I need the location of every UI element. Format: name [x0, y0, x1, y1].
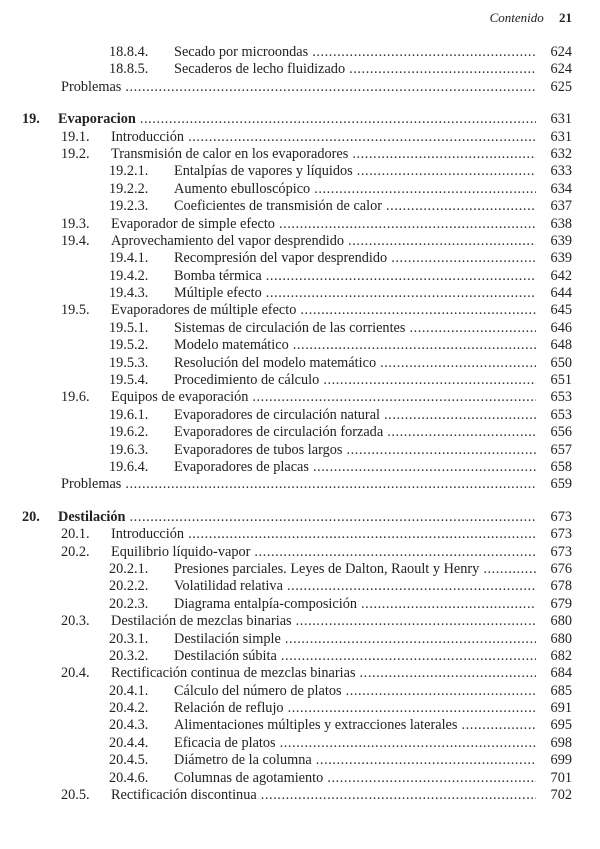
dot-leader	[287, 578, 536, 595]
toc-entry-number: 20.4.6.	[109, 769, 149, 786]
toc-entry-title: Modelo matemático	[174, 337, 289, 354]
toc-entry	[0, 648, 600, 665]
toc-entry-page: 691	[550, 700, 572, 717]
dot-leader	[461, 717, 536, 734]
toc-entry-number: 19.2.	[61, 145, 90, 162]
toc-entry	[0, 198, 600, 215]
toc-entry	[0, 250, 600, 267]
toc-entry-page: 653	[550, 406, 572, 423]
toc-entry	[0, 285, 600, 302]
toc-entry-page: 650	[550, 354, 572, 371]
dot-leader	[313, 459, 536, 476]
toc-entry-title: Evaporadores de placas	[174, 458, 309, 475]
toc-entry-title: Alimentaciones múltiples y extracciones laterales	[174, 717, 458, 734]
toc-entry	[0, 163, 600, 180]
toc-entry-page: 680	[550, 630, 572, 647]
dot-leader	[483, 561, 536, 578]
toc-entry	[0, 389, 600, 406]
toc-entry-title: Evaporadores de tubos largos	[174, 441, 343, 458]
toc-entry-page: 659	[550, 476, 572, 493]
toc-entry-page: 673	[550, 508, 572, 525]
toc-entry-number: 20.2.1.	[109, 560, 149, 577]
toc-entry-title: Múltiple efecto	[174, 285, 262, 302]
toc-entry-number: 20.4.	[61, 665, 90, 682]
toc-entry-title: Procedimiento de cálculo	[174, 372, 320, 389]
dot-leader	[312, 44, 536, 61]
toc-entry-number: 20.4.5.	[109, 752, 149, 769]
toc-entry-title: Rectificación discontinua	[111, 787, 257, 804]
dot-leader	[266, 285, 536, 302]
dot-leader	[140, 111, 536, 128]
toc-entry-number: 20.	[22, 508, 40, 525]
toc-entry-page: 632	[550, 145, 572, 162]
toc-entry	[0, 320, 600, 337]
toc-entry-number: 19.5.3.	[109, 354, 149, 371]
toc-entry	[0, 596, 600, 613]
toc-entry-title: Recompresión del vapor desprendido	[174, 250, 388, 267]
toc-entry-page: 638	[550, 215, 572, 232]
toc-entry-page: 644	[550, 285, 572, 302]
toc-entry-number: 19.5.2.	[109, 337, 149, 354]
toc-entry-title: Secado por microondas	[174, 44, 309, 60]
dot-leader	[125, 476, 536, 493]
dot-leader	[348, 233, 536, 250]
toc-entry-title: Aprovechamiento del vapor desprendido	[111, 232, 345, 249]
toc-entry	[0, 424, 600, 441]
toc-entry-number: 19.2.1.	[109, 163, 149, 180]
dot-leader	[300, 302, 536, 319]
page-number: 21	[559, 10, 572, 25]
toc-entry-page: 678	[550, 578, 572, 595]
toc-entry	[0, 787, 600, 804]
toc-entry-page: 698	[550, 734, 572, 751]
toc-entry-number: 20.4.1.	[109, 682, 149, 699]
toc-entry-page: 680	[550, 613, 572, 630]
toc-entry	[0, 459, 600, 476]
toc-entry-number: 19.	[22, 111, 40, 128]
toc-entry	[0, 407, 600, 424]
toc-entry	[0, 631, 600, 648]
toc-entry	[0, 683, 600, 700]
dot-leader	[316, 752, 536, 769]
toc-entry-title: Rectificación continua de mezclas binarias	[111, 665, 356, 682]
dot-leader	[327, 770, 536, 787]
toc-entry	[0, 355, 600, 372]
toc-entry-page: 639	[550, 232, 572, 249]
toc-entry-page: 679	[550, 595, 572, 612]
dot-leader	[130, 509, 536, 526]
toc-entry-number: 19.2.2.	[109, 180, 149, 197]
toc-entry-number: 20.2.2.	[109, 578, 149, 595]
dot-leader	[360, 665, 536, 682]
dot-leader	[384, 407, 536, 424]
dot-leader	[252, 389, 536, 406]
toc-entry-page: 685	[550, 682, 572, 699]
toc-entry-page: 633	[550, 163, 572, 180]
toc-entry	[0, 268, 600, 285]
dot-leader	[280, 735, 536, 752]
toc-entry-title: Destilación súbita	[174, 647, 277, 664]
toc-entry	[0, 665, 600, 682]
toc-entry	[0, 233, 600, 250]
dot-leader	[361, 596, 536, 613]
toc-entry-title: Problemas	[61, 78, 122, 95]
toc-entry-page: 637	[550, 198, 572, 215]
toc-entry-page: 648	[550, 337, 572, 354]
toc-entry	[0, 372, 600, 389]
toc-entry-title: Coeficientes de transmisión de calor	[174, 198, 383, 215]
toc-entry-number: 19.2.3.	[109, 198, 149, 215]
toc-entry	[0, 181, 600, 198]
toc-entry	[0, 770, 600, 787]
toc-entry-number: 19.5.1.	[109, 319, 149, 336]
toc-entry-number: 19.5.4.	[109, 372, 149, 389]
toc-entry-title: Diagrama entalpía-composición	[174, 595, 358, 612]
running-head-title: Contenido	[489, 10, 544, 25]
toc-entry-title: Cálculo del número de platos	[174, 682, 342, 699]
toc-entry-title: Destilación	[58, 508, 126, 525]
toc-entry-number: 19.3.	[61, 215, 90, 232]
dot-leader	[386, 198, 536, 215]
toc-entry	[0, 561, 600, 578]
toc-entry-title: Evaporadores de circulación natural	[174, 406, 381, 423]
toc-entry	[0, 146, 600, 163]
toc-entry-number: 19.6.1.	[109, 406, 149, 423]
toc-entry-number: 18.8.4.	[109, 44, 149, 60]
toc-entry-number: 20.4.4.	[109, 734, 149, 751]
toc-entry-page: 682	[550, 647, 572, 664]
toc-entry-page: 702	[550, 787, 572, 804]
toc-entry-number: 19.4.3.	[109, 285, 149, 302]
toc-entry-number: 18.8.5.	[109, 61, 149, 78]
toc-entry-page: 639	[550, 250, 572, 267]
toc-entry-page: 673	[550, 526, 572, 543]
dot-leader	[261, 787, 536, 804]
toc-entry-number: 19.6.2.	[109, 424, 149, 441]
toc-entry-number: 20.2.	[61, 543, 90, 560]
dot-leader	[387, 424, 536, 441]
toc-entry-title: Relación de reflujo	[174, 700, 284, 717]
toc-entry-page: 699	[550, 752, 572, 769]
toc-entry-page: 684	[550, 665, 572, 682]
toc-entry-title: Destilación de mezclas binarias	[111, 613, 292, 630]
dot-leader	[254, 544, 536, 561]
toc-entry	[0, 752, 600, 769]
toc-entry-title: Problemas	[61, 476, 122, 493]
toc-entry-title: Sistemas de circulación de las corrientes	[174, 319, 406, 336]
toc-entry-number: 19.4.1.	[109, 250, 149, 267]
toc-entry	[0, 544, 600, 561]
toc-entry-page: 695	[550, 717, 572, 734]
toc-entry-page: 653	[550, 389, 572, 406]
toc-entry-page: 631	[550, 111, 572, 128]
toc-entry-page: 634	[550, 180, 572, 197]
toc-entry-page: 625	[550, 78, 572, 95]
toc-entry	[0, 613, 600, 630]
toc-entry-number: 20.1.	[61, 526, 90, 543]
toc-entry-page: 645	[550, 302, 572, 319]
dot-leader	[349, 61, 536, 78]
toc-entry-title: Equilibrio líquido-vapor	[111, 543, 251, 560]
dot-leader	[391, 250, 536, 267]
dot-leader	[314, 181, 536, 198]
toc-entry-title: Transmisión de calor en los evaporadores	[111, 145, 349, 162]
toc-entry-number: 19.6.3.	[109, 441, 149, 458]
toc-entry-title: Resolución del modelo matemático	[174, 354, 377, 371]
toc-entry-page: 676	[550, 560, 572, 577]
toc-entry	[0, 476, 600, 493]
toc-entry-page: 657	[550, 441, 572, 458]
toc-entry-number: 20.3.2.	[109, 647, 149, 664]
toc-entry-title: Columnas de agotamiento	[174, 769, 324, 786]
dot-leader	[352, 146, 536, 163]
toc-entry-number: 20.5.	[61, 787, 90, 804]
dot-leader	[357, 163, 536, 180]
toc-entry	[0, 735, 600, 752]
toc-entry-page: 631	[550, 128, 572, 145]
dot-leader	[281, 648, 536, 665]
toc-entry	[0, 61, 600, 78]
dot-leader	[125, 79, 536, 96]
dot-leader	[188, 526, 536, 543]
toc-entry-title: Presiones parciales. Leyes de Dalton, Raoult y Henry	[174, 560, 480, 577]
dot-leader	[323, 372, 536, 389]
dot-leader	[346, 683, 536, 700]
toc-entry-number: 19.4.	[61, 232, 90, 249]
toc-entry	[0, 337, 600, 354]
toc-entry-page: 624	[550, 61, 572, 78]
dot-leader	[380, 355, 536, 372]
toc-entry-page: 646	[550, 319, 572, 336]
table-of-contents	[0, 44, 600, 804]
toc-entry-title: Introducción	[111, 128, 185, 145]
toc-entry-title: Eficacia de platos	[174, 734, 276, 751]
dot-leader	[288, 700, 536, 717]
toc-entry-title: Equipos de evaporación	[111, 389, 249, 406]
dot-leader	[285, 631, 536, 648]
toc-entry	[0, 302, 600, 319]
toc-entry	[0, 526, 600, 543]
dot-leader	[188, 129, 536, 146]
dot-leader	[279, 216, 536, 233]
toc-entry-number: 19.5.	[61, 302, 90, 319]
toc-entry-number: 20.4.3.	[109, 717, 149, 734]
toc-entry-number: 20.4.2.	[109, 700, 149, 717]
toc-entry-title: Introducción	[111, 526, 185, 543]
dot-leader	[346, 442, 536, 459]
toc-entry-page: 701	[550, 769, 572, 786]
dot-leader	[296, 613, 536, 630]
toc-entry	[0, 442, 600, 459]
toc-entry-page: 656	[550, 424, 572, 441]
toc-entry	[0, 44, 600, 61]
toc-entry-page: 673	[550, 543, 572, 560]
toc-entry-title: Evaporacion	[58, 111, 136, 128]
toc-entry-title: Secaderos de lecho fluidizado	[174, 61, 346, 78]
toc-entry-number: 19.4.2.	[109, 267, 149, 284]
toc-entry-title: Evaporadores de circulación forzada	[174, 424, 384, 441]
toc-entry-number: 20.3.1.	[109, 630, 149, 647]
toc-entry-title: Bomba térmica	[174, 267, 262, 284]
toc-entry-title: Entalpías de vapores y líquidos	[174, 163, 353, 180]
toc-entry	[0, 79, 600, 96]
toc-entry-title: Evaporadores de múltiple efecto	[111, 302, 297, 319]
toc-entry	[0, 216, 600, 233]
toc-entry-title: Diámetro de la columna	[174, 752, 312, 769]
toc-entry-number: 19.1.	[61, 128, 90, 145]
toc-entry-number: 20.3.	[61, 613, 90, 630]
toc-entry	[0, 700, 600, 717]
toc-entry	[0, 578, 600, 595]
dot-leader	[266, 268, 536, 285]
dot-leader	[293, 337, 536, 354]
toc-entry-page: 658	[550, 458, 572, 475]
toc-entry-title: Destilación simple	[174, 630, 281, 647]
toc-entry-page: 651	[550, 372, 572, 389]
toc-entry-title: Aumento ebulloscópico	[174, 180, 311, 197]
dot-leader	[409, 320, 536, 337]
toc-entry-title: Evaporador de simple efecto	[111, 215, 275, 232]
toc-entry-title: Volatilidad relativa	[174, 578, 283, 595]
toc-entry-number: 19.6.	[61, 389, 90, 406]
toc-entry	[0, 129, 600, 146]
toc-entry	[0, 717, 600, 734]
toc-entry	[0, 509, 600, 526]
toc-entry-number: 19.6.4.	[109, 458, 149, 475]
running-head	[490, 10, 572, 26]
toc-entry-number: 20.2.3.	[109, 595, 149, 612]
toc-entry-page: 642	[550, 267, 572, 284]
toc-entry-page: 624	[550, 44, 572, 60]
toc-entry	[0, 111, 600, 128]
